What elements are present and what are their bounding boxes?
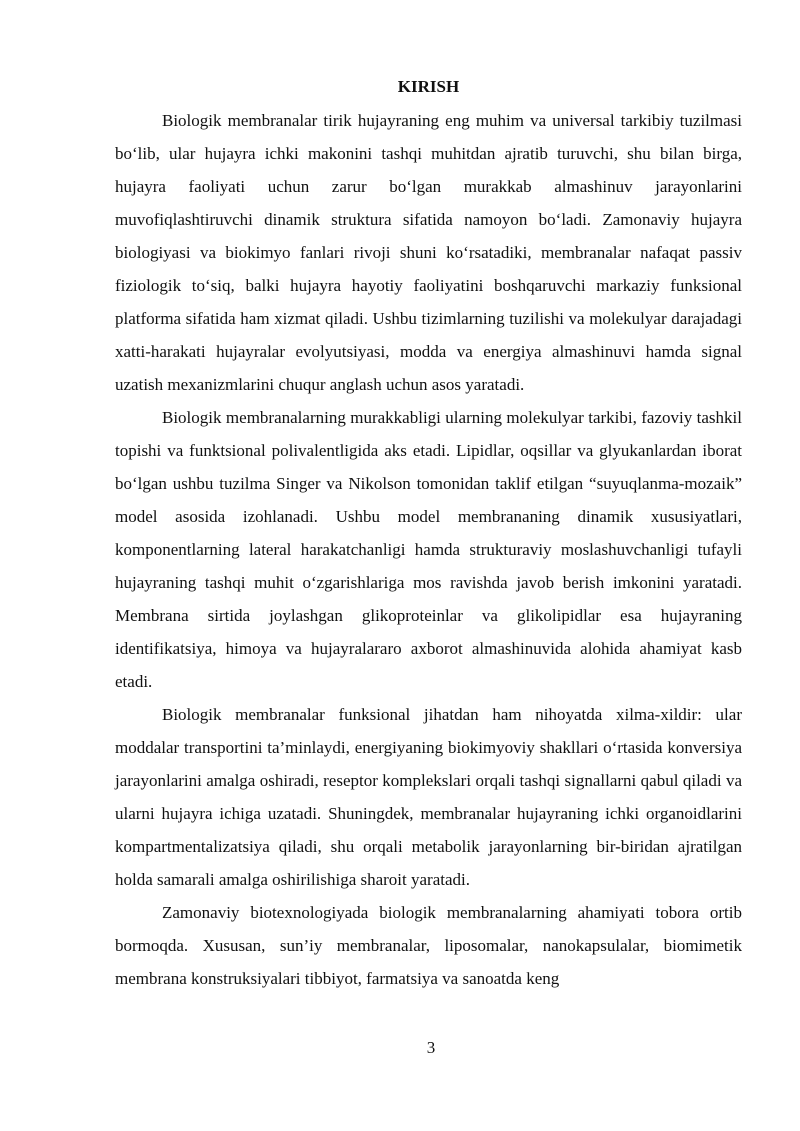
section-heading: KIRISH (397, 77, 460, 96)
document-page (115, 70, 742, 995)
paragraph-2: Biologik membranalarning murakkabligi ularning molekulyar tarkibi, fazoviy tashkil topishi va funktsional polivalentligida aks etadi. Lipidlar, oqsillar va glyukanlardan iborat bo‘lgan ushbu tuzilma Singer va Nikolson tomonidan taklif etilgan “suyuqlanma-mozaik” model asosida izohlanadi. Ushbu model membrananing dinamik xususiyatlari, komponentlarning lateral harakatchanligi hamda strukturaviy moslashuvchanligi tufayli hujayraning tashqi muhit o‘zgarishlariga mos ravishda javob berish imkonini yaratadi. Membrana sirtida joylashgan glikoproteinlar va glikolipidlar esa hujayraning identifikatsiya, himoya va hujayralararo axborot almashinuvida alohida ahamiyat kasb etadi. (115, 408, 742, 691)
paragraph-1: Biologik membranalar tirik hujayraning eng muhim va universal tarkibiy tuzilmasi bo‘lib, ular hujayra ichki makonini tashqi muhitdan ajratib turuvchi, shu bilan birga, hujayra faoliyati uchun zarur bo‘lgan murakkab almashinuv jarayonlarini muvofiqlashtiruvchi dinamik struktura sifatida namoyon bo‘ladi. Zamonaviy hujayra biologiyasi va biokimyo fanlari rivoji shuni ko‘rsatadiki, membranalar nafaqat passiv fiziologik to‘siq, balki hujayra hayotiy faoliyatini boshqaruvchi markaziy funksional platforma sifatida ham xizmat qiladi. Ushbu tizimlarning tuzilishi va molekulyar darajadagi xatti-harakati hujayralar evolyutsiyasi, modda va energiya almashinuvi hamda signal uzatish mexanizmlarini chuqur anglash uchun asos yaratadi. (115, 111, 742, 394)
page-number: 3 (426, 1038, 436, 1057)
paragraph-3: Biologik membranalar funksional jihatdan ham nihoyatda xilma-xildir: ular moddalar transportini ta’minlaydi, energiyaning biokimyoviy shakllari o‘rtasida konversiya jarayonlarini amalga oshiradi, reseptor komplekslari orqali tashqi signallarni qabul qiladi va ularni hujayra ichiga uzatadi. Shuningdek, membranalar hujayraning ichki organoidlarini kompartmentalizatsiya qiladi, shu orqali metabolik jarayonlarning bir-biridan ajratilgan holda samarali amalga oshirilishiga sharoit yaratadi. (115, 705, 742, 889)
paragraph-4: Zamonaviy biotexnologiyada biologik membranalarning ahamiyati tobora ortib bormoqda. Xususan, sun’iy membranalar, liposomalar, nanokapsulalar, biomimetik membrana konstruksiyalari tibbiyot, farmatsiya va sanoatda keng (115, 903, 742, 988)
